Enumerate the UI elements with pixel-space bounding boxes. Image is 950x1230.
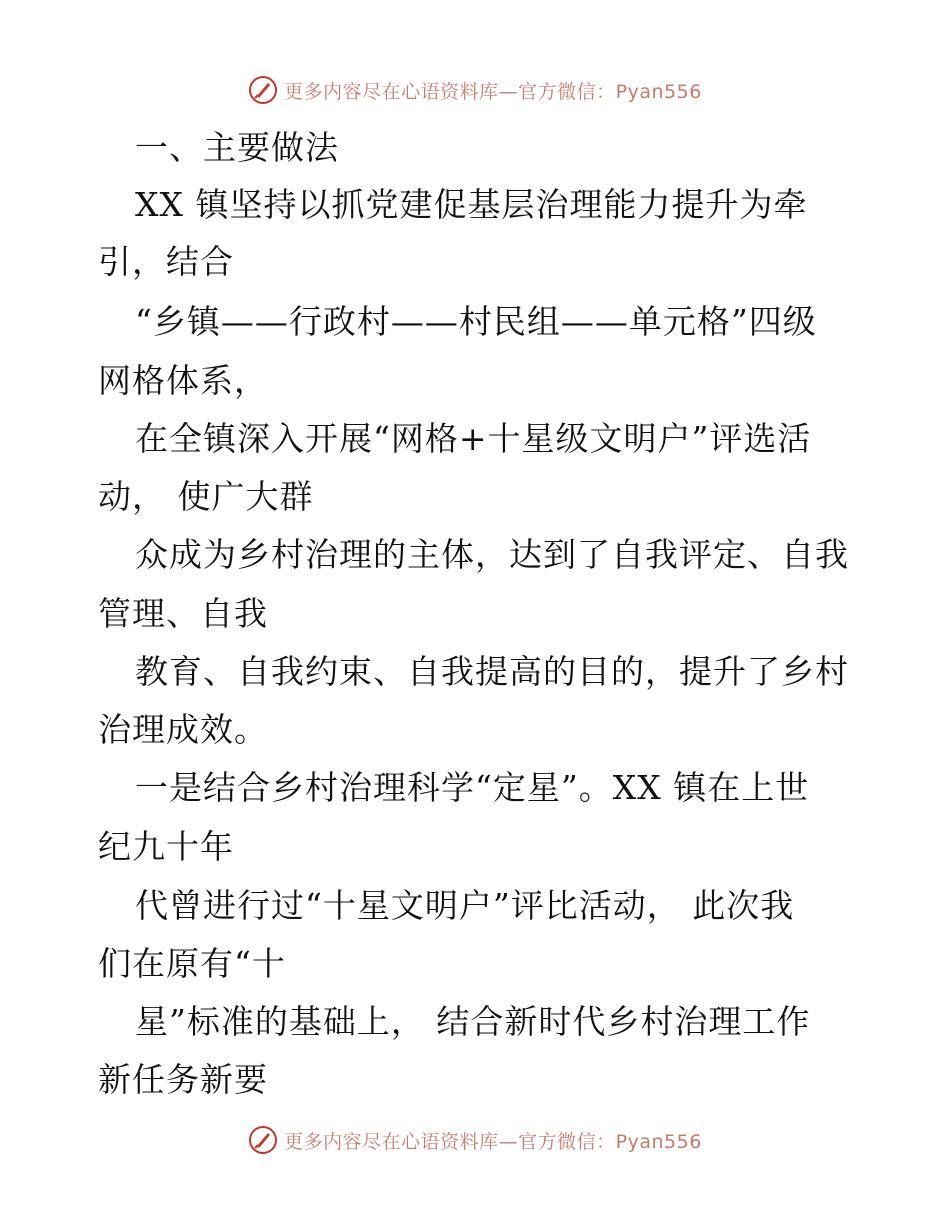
paragraph-line: 们在原有“十	[98, 944, 286, 983]
paragraph-line: 众成为乡村治理的主体，达到了自我评定、自我	[135, 535, 849, 574]
paragraph-line: 教育、自我约束、自我提高的目的，提升了乡村	[135, 652, 849, 691]
header-banner-text: 更多内容尽在心语资料库—官方微信：Pyan556	[284, 80, 702, 103]
quill-logo-icon	[248, 75, 278, 105]
paragraph-line: “乡镇——行政村——村民组——单元格”四级	[135, 302, 817, 341]
paragraph-line: 纪九十年	[98, 827, 234, 866]
paragraph-line: 星”标准的基础上， 结合新时代乡村治理工作	[135, 1002, 811, 1041]
paragraph-line: 管理、自我	[98, 594, 268, 633]
paragraph-line: 网格体系，	[98, 361, 268, 400]
paragraph-line: 治理成效。	[98, 710, 268, 749]
section-heading: 一、主要做法	[135, 128, 339, 167]
paragraph-line: 在全镇深入开展“网格+十星级文明户”评选活	[135, 419, 812, 458]
header-banner	[0, 70, 950, 110]
paragraph-line: 新任务新要	[98, 1060, 268, 1099]
quill-logo-icon	[248, 1125, 278, 1155]
footer-banner	[0, 1120, 950, 1160]
paragraph-line: XX 镇坚持以抓党建促基层治理能力提升为牵	[135, 185, 808, 224]
paragraph-line: 一是结合乡村治理科学“定星”。XX 镇在上世	[135, 768, 810, 807]
paragraph-line: 引，结合	[98, 242, 234, 281]
paragraph-line: 代曾进行过“十星文明户”评比活动， 此次我	[135, 886, 795, 925]
footer-banner-text: 更多内容尽在心语资料库—官方微信：Pyan556	[284, 1130, 702, 1153]
paragraph-line: 动， 使广大群	[98, 477, 314, 516]
